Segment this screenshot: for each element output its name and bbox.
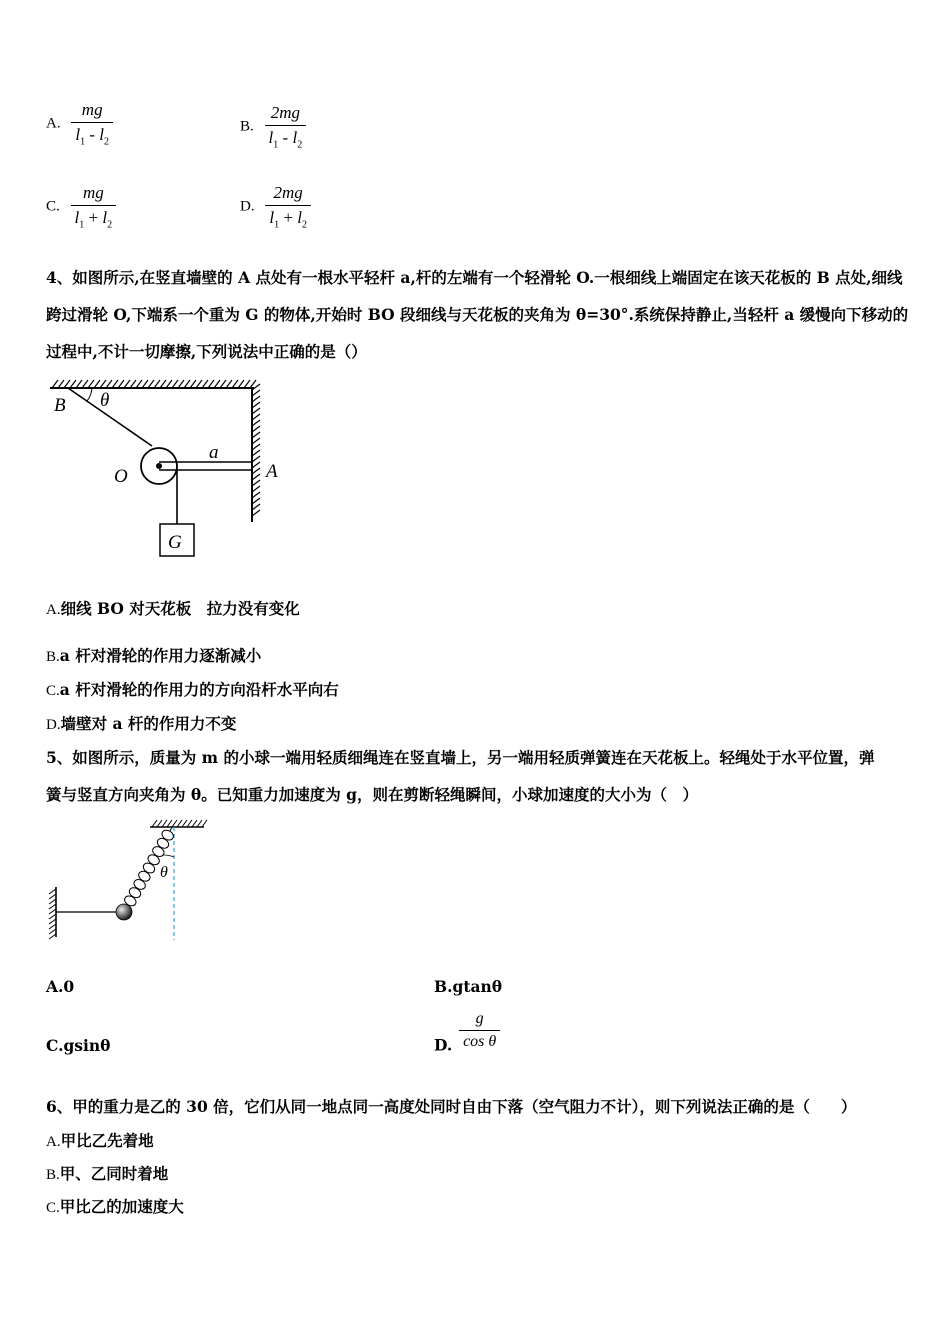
q3-option-d-fraction: $\frac{2mg}{l_1 + l_2}$ <box>265 183 311 230</box>
q3-option-b: B. $\frac{2mg}{l_1 - l_2}$ <box>240 103 306 150</box>
label-a-point: A <box>266 461 278 482</box>
label-o: O <box>114 466 128 487</box>
q5-option-a: A.0 <box>46 977 75 996</box>
q3-option-a: A. $\frac{mg}{l_1 - l_2}$ <box>46 100 113 147</box>
hatch-mark <box>52 380 58 388</box>
hatch-mark <box>214 380 220 388</box>
hatch-mark <box>82 380 88 388</box>
hatch-mark <box>49 909 56 914</box>
q4-option-b: B.a 杆对滑轮的作用力逐渐减小 <box>46 646 262 665</box>
hatch-mark <box>250 380 256 388</box>
label-a-rod: a <box>209 442 219 463</box>
q3-option-c-fraction: $\frac{mg}{l_1 + l_2}$ <box>71 183 117 230</box>
wall-hatching-q5 <box>49 889 56 939</box>
q6-option-b: B.甲、乙同时着地 <box>46 1164 169 1183</box>
hatch-mark <box>252 450 260 456</box>
hatch-mark <box>49 894 56 899</box>
hatch-mark <box>202 820 207 827</box>
hatch-mark <box>252 444 260 450</box>
q5-option-c: C.gsinθ <box>46 1036 111 1055</box>
hatch-mark <box>49 914 56 919</box>
hatch-mark <box>184 380 190 388</box>
hatch-mark <box>136 380 142 388</box>
spring-coil <box>156 836 171 850</box>
hatch-mark <box>49 919 56 924</box>
hatch-mark <box>197 820 202 827</box>
hatch-mark <box>64 380 70 388</box>
q3-option-d: D. $\frac{2mg}{l_1 + l_2}$ <box>240 183 311 230</box>
hatch-mark <box>252 474 260 480</box>
hatch-mark <box>252 492 260 498</box>
label-b: B <box>54 395 66 416</box>
hatch-mark <box>172 820 177 827</box>
spring-coil <box>142 861 157 875</box>
hatch-mark <box>166 380 172 388</box>
spring-coil <box>137 869 152 883</box>
hatch-mark <box>252 498 260 504</box>
hatch-mark <box>88 380 94 388</box>
hatch-mark <box>76 380 82 388</box>
hatch-mark <box>252 420 260 426</box>
hatch-mark <box>100 380 106 388</box>
q3-option-a-fraction: $\frac{mg}{l_1 - l_2}$ <box>71 100 113 147</box>
hatch-mark <box>112 380 118 388</box>
q5-option-d: D. $\frac{g}{\text{cos θ}}$ <box>434 1010 500 1055</box>
hatch-mark <box>252 486 260 492</box>
hatch-mark <box>252 396 260 402</box>
hatch-mark <box>252 414 260 420</box>
hatch-mark <box>252 456 260 462</box>
q6-option-a: A.甲比乙先着地 <box>46 1131 154 1150</box>
q5-option-d-fraction: $\frac{g}{\text{cos θ}}$ <box>459 1010 500 1051</box>
hatch-mark <box>49 889 56 894</box>
hatch-mark <box>162 820 167 827</box>
hatch-mark <box>157 820 162 827</box>
q4-stem: 4、如图所示,在竖直墙壁的 A 点处有一根水平轻杆 a,杆的左端有一个轻滑轮 O.一根细线上端固定在该天花板的 B 点处,细线跨过滑轮 O,下端系一个重为 G 的物体,开始时 BO 段细线与天花板的夹角为 θ=30°.系统保持静止,当轻杆 a 缓慢向下移动的过程中,不计一切摩擦,下列说法中正确的是（） <box>46 268 909 361</box>
hatch-mark <box>58 380 64 388</box>
q5-spring-diagram <box>44 815 214 945</box>
hatch-mark <box>106 380 112 388</box>
q5-stem-line2: 簧与竖直方向夹角为 θ。已知重力加速度为 g，则在剪断轻绳瞬间，小球加速度的大小为（ ） <box>46 785 698 804</box>
hatch-mark <box>252 390 260 396</box>
q6-option-c: C.甲比乙的加速度大 <box>46 1197 184 1216</box>
pulley-axle <box>156 463 162 469</box>
hatch-mark <box>238 380 244 388</box>
spring-coil <box>128 886 143 900</box>
hatch-mark <box>252 480 260 486</box>
hatch-mark <box>202 380 208 388</box>
hatch-mark <box>167 820 172 827</box>
hatch-mark <box>49 929 56 934</box>
hatch-mark <box>192 820 197 827</box>
string-bo <box>68 388 152 446</box>
hatch-mark <box>190 380 196 388</box>
q6-stem: 6、甲的重力是乙的 30 倍，它们从同一地点同一高度处同时自由下落（空气阻力不计），则下列说法正确的是（ ） <box>46 1097 857 1116</box>
hatch-mark <box>252 462 260 468</box>
hatch-mark <box>178 380 184 388</box>
q4-pulley-diagram <box>44 374 284 564</box>
hatch-mark <box>70 380 76 388</box>
label-g: G <box>168 532 182 553</box>
ceiling-hatching-q5 <box>152 820 207 827</box>
hatch-mark <box>252 468 260 474</box>
label-theta-q5: θ <box>160 864 168 881</box>
hatch-mark <box>177 820 182 827</box>
hatch-mark <box>124 380 130 388</box>
hatch-mark <box>252 510 260 516</box>
hatch-mark <box>160 380 166 388</box>
hatch-mark <box>182 820 187 827</box>
hatch-mark <box>148 380 154 388</box>
hatch-mark <box>49 924 56 929</box>
hatch-mark <box>252 432 260 438</box>
spring-coil <box>160 828 175 842</box>
theta-arc <box>87 388 92 401</box>
theta-arc-q5 <box>162 855 174 857</box>
label-theta: θ <box>100 390 110 411</box>
hatch-mark <box>49 899 56 904</box>
ball <box>116 904 132 920</box>
hatch-mark <box>130 380 136 388</box>
hatch-mark <box>232 380 238 388</box>
q4-option-d: D.墙壁对 a 杆的作用力不变 <box>46 714 237 733</box>
hatch-mark <box>252 402 260 408</box>
hatch-mark <box>142 380 148 388</box>
hatch-mark <box>252 504 260 510</box>
hatch-mark <box>220 380 226 388</box>
q5-stem-line1: 5、如图所示，质量为 m 的小球一端用轻质细绳连在竖直墙上，另一端用轻质弹簧连在天花板上。轻绳处于水平位置，弹 <box>46 748 875 767</box>
hatch-mark <box>196 380 202 388</box>
hatch-mark <box>172 380 178 388</box>
q5-option-b: B.gtanθ <box>434 977 503 996</box>
hatch-mark <box>252 426 260 432</box>
spring-coil <box>151 845 166 859</box>
hatch-mark <box>208 380 214 388</box>
q3-option-b-fraction: $\frac{2mg}{l_1 - l_2}$ <box>265 103 307 150</box>
hatch-mark <box>118 380 124 388</box>
wall-hatching <box>252 384 260 516</box>
hatch-mark <box>154 380 160 388</box>
q4-option-a: A.细线 BO 对天花板 拉力没有变化 <box>46 599 300 618</box>
hatch-mark <box>252 438 260 444</box>
hatch-mark <box>226 380 232 388</box>
hatch-mark <box>152 820 157 827</box>
spring-coil <box>146 853 161 867</box>
hatch-mark <box>49 934 56 939</box>
q3-option-c: C. $\frac{mg}{l_1 + l_2}$ <box>46 183 116 230</box>
q4-option-c: C.a 杆对滑轮的作用力的方向沿杆水平向右 <box>46 680 339 699</box>
hatch-mark <box>94 380 100 388</box>
hatch-mark <box>49 904 56 909</box>
hatch-mark <box>244 380 250 388</box>
hatch-mark <box>252 408 260 414</box>
spring-coil <box>132 878 147 892</box>
hatch-mark <box>187 820 192 827</box>
ceiling-hatching <box>52 380 256 388</box>
